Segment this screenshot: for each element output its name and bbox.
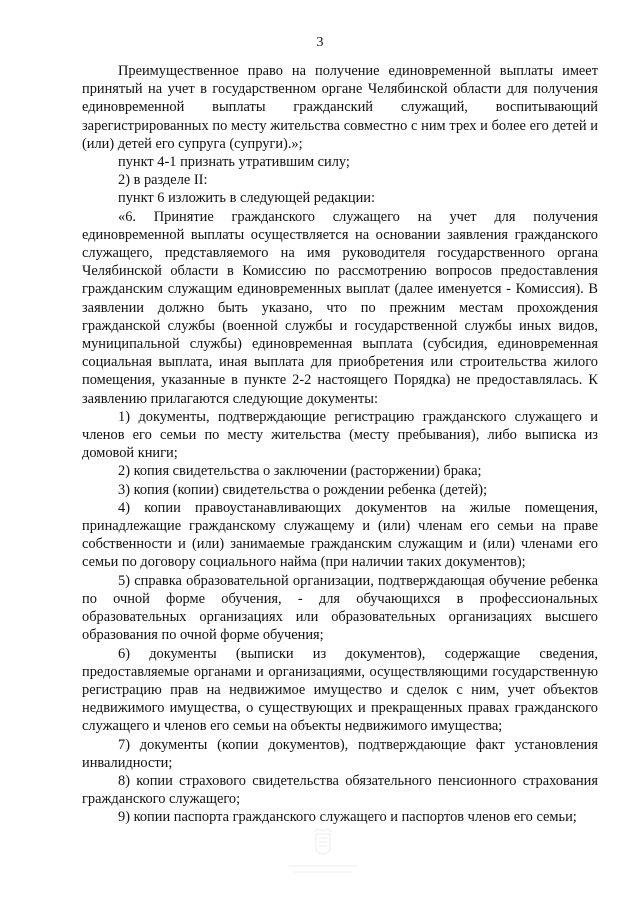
list-item-6: 6) документы (выписки из документов), содержащие сведения, предоставляемые органами и организациями, осуществляющими государственную регистрацию прав на недвижимое имущество и сделок с ним, учет объектов недвижимого имущества, о существующих и прекращенных правах гражданского служащего и членов его семьи на объекты недвижимого имущества; bbox=[82, 645, 598, 735]
list-item-8: 8) копии страхового свидетельства обязательного пенсионного страхования гражданского служащего; bbox=[82, 772, 598, 808]
paragraph-item-4-1: пункт 4-1 признать утратившим силу; bbox=[118, 154, 350, 171]
paragraph-section-2: 2) в разделе II: bbox=[118, 172, 208, 189]
paragraph-item-6-intro: пункт 6 изложить в следующей редакции: bbox=[118, 190, 375, 207]
list-item-9: 9) копии паспорта гражданского служащего и паспортов членов его семьи; bbox=[118, 809, 577, 826]
document-body bbox=[82, 62, 598, 827]
paragraph-preferential-right: Преимущественное право на получение единовременной выплаты имеет принятый на учет в государственном органе Челябинской области для получения единовременной выплаты гражданский служащий, воспитывающий зарегистрированных по месту жительства совместно с ним трех и более его детей и (или) детей его супруга (супруги).»; bbox=[82, 63, 598, 152]
list-item-4: 4) копии правоустанавливающих документов на жилые помещения, принадлежащие гражданскому служащему и (или) членам его семьи на праве собственности и (или) занимаемые гражданским служащим и (или) членами его семьи по договору социального найма (при наличии таких документов); bbox=[82, 499, 598, 571]
list-item-1: 1) документы, подтверждающие регистрацию гражданского служащего и членов его семьи по месту жительства (месту пребывания), либо выписка из домовой книги; bbox=[82, 408, 598, 462]
list-item-7: 7) документы (копии документов), подтверждающие факт установления инвалидности; bbox=[82, 736, 598, 771]
list-item-2: 2) копия свидетельства о заключении (расторжении) брака; bbox=[118, 463, 482, 480]
paragraph-item-6-text: «6. Принятие гражданского служащего на учет для получения единовременной выплаты осуществляется на основании заявления гражданского служащего, представляемого на имя руководителя государственного органа Челябинской области в Комиссию по рассмотрению вопросов предоставления гражданским служащим единовременных выплат (далее именуется - Комиссия). В заявлении должно быть указано, что по прежним местам прохождения гражданской службы (военной службы и государственной службы иных видов, муниципальной службы) единовременная выплата (субсидия, единовременная социальная выплата, иная выплата для приобретения или строительства жилого помещения, указанные в пункте 2-2 настоящего Порядка) не предоставлялась. К заявлению прилагаются следующие документы: bbox=[82, 208, 598, 407]
list-item-5: 5) справка образовательной организации, подтверждающая обучение ребенка по очной форме обучения, - для обучающихся в профессиональных образовательных организациях или образовательных организациях высшего образования по очной форме обучения; bbox=[82, 572, 598, 644]
page-number: 3 bbox=[316, 35, 324, 50]
list-item-3: 3) копия (копии) свидетельства о рождении ребенка (детей); bbox=[118, 481, 488, 498]
coat-of-arms-watermark-icon bbox=[278, 828, 368, 878]
